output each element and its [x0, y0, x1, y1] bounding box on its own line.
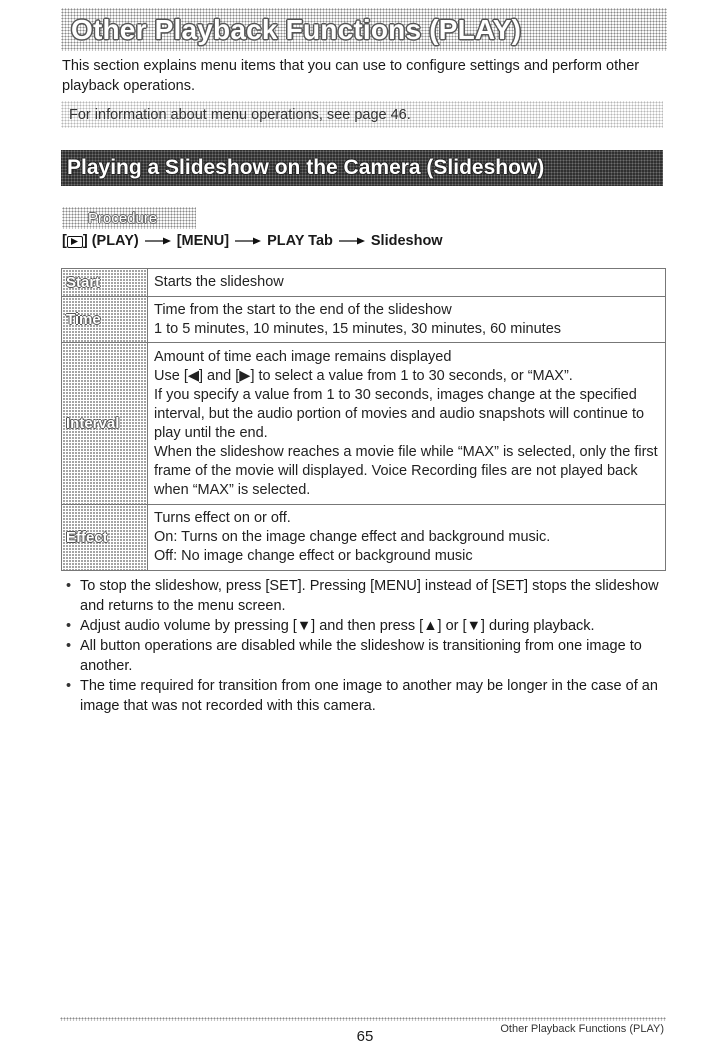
section-title: Playing a Slideshow on the Camera (Slideshow) — [67, 156, 545, 179]
procedure-label — [62, 207, 196, 229]
menu-path-segment-menu: [MENU] — [176, 233, 230, 249]
setting-description — [148, 269, 666, 297]
description-line: If you specify a value from 1 to 30 seconds, images change at the specified interval, but the audio portion of movies and audio snapshots will continue to play until the end. — [154, 386, 645, 441]
footer-divider — [60, 1017, 666, 1021]
reference-note — [61, 101, 663, 128]
page-number: 65 — [356, 1028, 374, 1045]
table-row — [62, 343, 666, 505]
table-row — [62, 297, 666, 343]
list-item: • To stop the slideshow, press [SET]. Pressing [MENU] instead of [SET] stops the slideshow and returns to the menu screen. — [62, 576, 662, 616]
setting-key: Effect — [62, 505, 148, 571]
description-line: Off: No image change effect or background music — [154, 548, 473, 564]
reference-note-text: For information about menu operations, see page 46. — [69, 106, 411, 123]
description-line: Amount of time each image remains displayed — [154, 348, 452, 365]
description-line: Turns effect on or off. — [154, 510, 291, 526]
description-line: Use [◀] and [▶] to select a value from 1 to 30 seconds, or “MAX”. — [154, 367, 573, 384]
menu-path-start: [ ] (PLAY) — [62, 233, 139, 249]
setting-description — [148, 297, 666, 343]
list-item: • All button operations are disabled while the slideshow is transitioning from one image to another. — [62, 636, 662, 676]
description-line: Starts the slideshow — [154, 274, 284, 290]
setting-key: Interval — [62, 343, 148, 505]
setting-key: Time — [62, 297, 148, 343]
section-header — [61, 150, 663, 186]
description-line: 1 to 5 minutes, 10 minutes, 15 minutes, 30 minutes, 60 minutes — [154, 320, 562, 337]
procedure-label-text: Procedure — [88, 209, 158, 227]
play-icon — [67, 236, 83, 248]
right-arrow-icon — [339, 237, 365, 245]
list-item: • The time required for transition from one image to another may be longer in the case of an image that was not recorded with this camera. — [62, 676, 662, 716]
description-line: On: Turns on the image change effect and background music. — [154, 529, 551, 545]
page-title-text: Other Playback Functions (PLAY) — [71, 13, 522, 45]
menu-path-segment-play: ] (PLAY) — [82, 233, 139, 249]
table-row — [62, 269, 666, 297]
footer-label: Other Playback Functions (PLAY) — [500, 1023, 664, 1035]
setting-key: Start — [62, 269, 148, 297]
menu-path-segment-tab: PLAY Tab — [267, 233, 333, 249]
menu-path — [62, 233, 662, 249]
settings-table — [61, 268, 666, 571]
page-title — [61, 8, 667, 51]
table-row — [62, 505, 666, 571]
setting-description — [148, 505, 666, 571]
description-line: Time from the start to the end of the slideshow — [154, 301, 452, 318]
setting-description — [148, 343, 666, 505]
right-arrow-icon — [145, 237, 171, 245]
menu-path-segment-slideshow: Slideshow — [370, 233, 443, 249]
right-arrow-icon — [235, 237, 261, 245]
list-item: • Adjust audio volume by pressing [▼] and then press [▲] or [▼] during playback. — [62, 616, 662, 636]
description-line: When the slideshow reaches a movie file while “MAX” is selected, only the first frame of the movie will displayed. Voice Recording files are not played back when “MAX” is selected. — [154, 443, 658, 498]
intro-paragraph: This section explains menu items that you can use to configure settings and perform other playback operations. — [62, 58, 640, 94]
notes-list — [62, 576, 662, 716]
